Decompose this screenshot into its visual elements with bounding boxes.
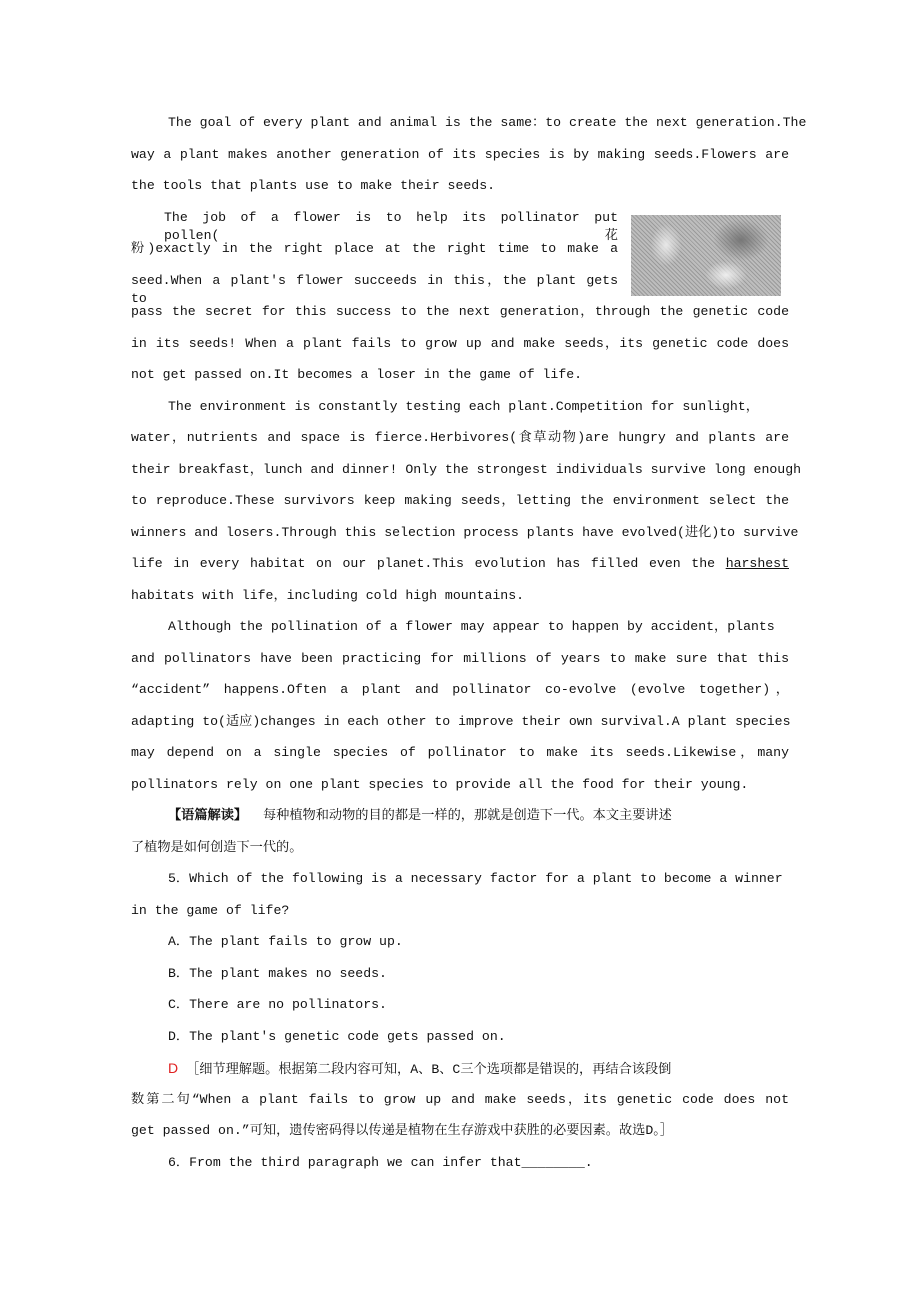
text-line [131, 335, 789, 353]
text-segment: get passed on.”可知，遗传密码得以传递是植物在生存游戏中获胜的必要因素。故选D。］ [131, 1123, 674, 1138]
text-segment: seed.When a plant's flower succeeds in this，the plant gets to [131, 272, 618, 306]
text-line [131, 524, 798, 542]
text-segment: pass the secret for this success to the next generation，through the genetic code [131, 304, 789, 319]
text-segment: water，nutrients and space is fierce.Herbivores(食草动物)are hungry and plants are [131, 430, 789, 445]
text-line [164, 209, 618, 243]
text-line [168, 1059, 671, 1077]
text-segment: 了植物是如何创造下一代的。 [131, 839, 303, 855]
text-segment: C．There are no pollinators. [168, 997, 387, 1012]
text-line [168, 996, 387, 1014]
section-label: 【语篇解读】 [168, 808, 248, 823]
text-line [131, 492, 789, 510]
text-line [168, 1154, 593, 1172]
text-line [168, 807, 672, 825]
text-segment: and pollinators have been practicing for millions of years to make sure that this [131, 650, 789, 666]
text-line [131, 587, 524, 605]
answer-letter: D [168, 1060, 179, 1076]
text-segment: life in every habitat on our planet.This evolution has filled even the [131, 556, 726, 571]
text-line [131, 839, 302, 857]
text-line [131, 146, 789, 164]
text-line [131, 240, 618, 258]
text-line [168, 965, 387, 983]
animal-photo [631, 215, 781, 296]
text-segment: not get passed on.It becomes a loser in the game of life. [131, 367, 583, 382]
text-segment: to reproduce.These survivors keep making seeds，letting the environment select the [131, 493, 789, 508]
text-segment: in its seeds! When a plant fails to grow up and make seeds，its genetic code does [131, 335, 789, 351]
text-segment: B．The plant makes no seeds. [168, 965, 387, 981]
text-segment: Although the pollination of a flower may appear to happen by accident，plants [168, 619, 775, 634]
text-line [131, 555, 789, 573]
text-line [131, 650, 789, 668]
text-line [131, 177, 495, 195]
text-segment: D．The plant's genetic code gets passed on. [168, 1028, 506, 1044]
text-segment: 6．From the third paragraph we can infer that________. [168, 1154, 593, 1170]
text-segment: habitats with life，including cold high mountains. [131, 587, 525, 603]
text-segment: their breakfast，lunch and dinner! Only the strongest individuals survive long enough [131, 461, 802, 477]
text-line [168, 618, 775, 636]
text-segment: way a plant makes another generation of its species is by making seeds.Flowers are [131, 146, 789, 162]
text-segment: may depend on a single species of pollinator to make its seeds.Likewise，many [131, 745, 789, 760]
text-line [168, 933, 403, 951]
text-segment: 粉)exactly in the right place at the right time to make a [131, 241, 618, 256]
text-segment: The environment is constantly testing each plant.Competition for sunlight， [168, 398, 759, 414]
text-line [131, 713, 790, 731]
text-line [168, 114, 806, 132]
text-line [131, 744, 789, 762]
text-line [131, 303, 789, 321]
text-line [168, 870, 783, 888]
text-segment: “accident” happens.Often a plant and pollinator co-evolve (evolve together)， [131, 682, 789, 697]
text-segment: winners and losers.Through this selection process plants have evolved(进化)to survive [131, 524, 799, 540]
text-line [131, 272, 618, 306]
text-segment: 5．Which of the following is a necessary factor for a plant to become a winner [168, 871, 783, 886]
text-segment: pollinators rely on one plant species to provide all the food for their young. [131, 776, 749, 792]
text-line [168, 1028, 506, 1046]
text-line [131, 366, 582, 384]
text-segment: The job of a flower is to help its pollinator put pollen(花 [164, 209, 618, 243]
text-segment: A．The plant fails to grow up. [168, 934, 403, 949]
text-line [131, 776, 748, 794]
text-segment: harshest [725, 556, 789, 571]
text-line [131, 681, 789, 699]
text-segment: 每种植物和动物的目的都是一样的，那就是创造下一代。本文主要讲述 [247, 808, 672, 823]
text-line [131, 1091, 789, 1109]
text-line [131, 429, 789, 447]
text-segment: the tools that plants use to make their seeds. [131, 178, 496, 193]
text-segment: 数第二句“When a plant fails to grow up and make seeds，its genetic code does not [131, 1091, 789, 1107]
text-line [131, 461, 801, 479]
text-segment: ［细节理解题。根据第二段内容可知，A、B、C三个选项都是错误的，再结合该段倒 [178, 1062, 672, 1077]
text-line [131, 1122, 673, 1140]
text-segment: adapting to(适应)changes in each other to improve their own survival.A plant species [131, 713, 791, 729]
text-line [131, 902, 289, 920]
text-segment: The goal of every plant and animal is the same：to create the next generation.The [168, 115, 807, 130]
text-segment: in the game of life? [131, 902, 290, 918]
text-line [168, 398, 759, 416]
